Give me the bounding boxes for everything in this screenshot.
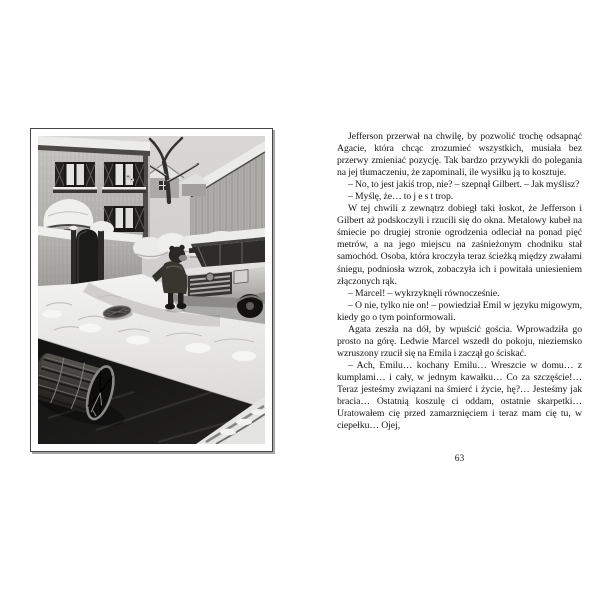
paragraph-dialog: – O nie, tylko nie on! – powiedział Emil w języku migowym, kiedy go o tym poinformowali. [337,299,582,323]
paragraph-dialog: – Ach, Emilu… kochany Emilu… Wreszcie w domu… z kumplami… i cały, w jednym kawałku… Co za szczęście!… Teraz jesteśmy związani na śmierć i życie, hę?… Jesteśmy jak bracia… Ostatnią koszulę ci oddam, ostatnie skarpetki… Uratowałem cię przed zamarznięciem i teraz mam cię tu, w ciepełku… Ojej, [337,359,582,432]
paragraph: Agata zeszła na dół, by wpuścić gościa. Wprowadziła go prosto na górę. Ledwie Marcel wszedł do pokoju, nieziemsko wzruszony rzucił się na Emila i zaczął go ściskać. [337,323,582,359]
paper-grain-overlay [38,136,265,444]
paragraph-dialog: – Marcel! – wykrzyknęli równocześnie. [348,287,500,299]
paragraph-dialog: – Myślę, że… to j e s t trop. [348,191,454,203]
paragraph: Jefferson przerwał na chwilę, by pozwolić trochę odsapnąć Agacie, która chcąc zrozumieć wszystkich, musiała bez przerwy zmieniać pozycję. Tak bardzo przywykli do polegania na jej tłumaczeniu, że zapominali, ile wysiłku ją to kosztuje. [337,131,582,179]
right-page-text [337,131,582,476]
paragraph: W tej chwili z zewnątrz dobiegł taki łoskot, że Jefferson i Gilbert aż podskoczyli i rzucili się do okna. Metalowy kubeł na śmiecie po drugiej stronie ogrodzenia odleciał na ponad pięć metrów, a na jego miejscu na zaśnieżonym chodniku stał samochód. Osoba, która kroczyła teraz ścieżką między zwałami śniegu, podniosła wzrok, zobaczyła ich i powitała uniesieniem złączonych rąk. [337,203,582,287]
illustration-frame [30,128,273,452]
paragraph-dialog: – No, to jest jakiś trop, nie? – szepnął Gilbert. – Jak myślisz? [348,179,580,191]
page-number: 63 [454,454,465,464]
winter-street-illustration [38,136,265,444]
